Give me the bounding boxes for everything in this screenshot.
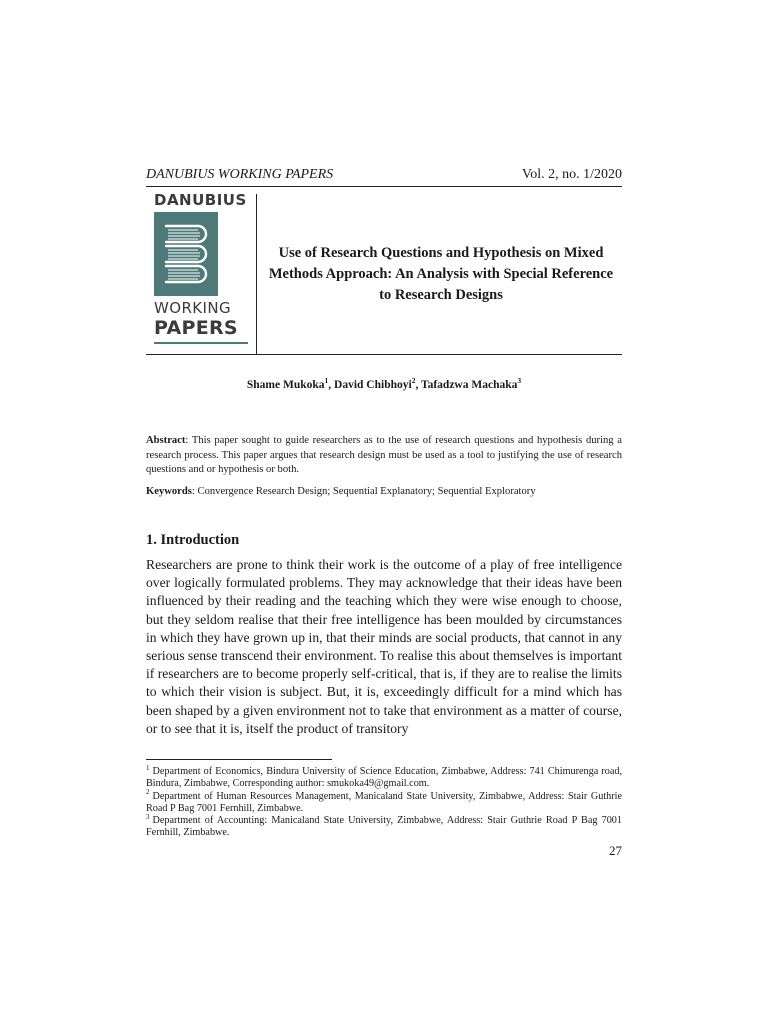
footnote-mark: 1 — [146, 763, 150, 772]
footnotes — [146, 763, 622, 840]
author-name: Tafadzwa Machaka — [420, 379, 518, 391]
author-list — [146, 378, 622, 392]
footnote-mark: 2 — [146, 788, 150, 797]
author-name: David Chibhoyi — [334, 379, 412, 391]
header-bottom-rule — [146, 354, 622, 355]
footnote-rule — [146, 759, 332, 760]
author-separator: , — [328, 379, 335, 391]
logo-underline — [154, 342, 248, 344]
body-paragraph: Researchers are prone to think their work is the outcome of a play of free intelligence over logically formulated problems. They may acknowledge that their ideas have been influenced by their reading and the teaching which they were wise enough to choose, but they seldom realise that their free intelligence has been moulded by circumstances in which they have grown up in, that their minds are social products, that cannot in any serious sense transcend their environment. To realise this about themselves is important if researchers are to become properly self-critical, that is, if they are to realise the limits to which their vision is subject. But, it is, exceedingly difficult for a mind which has been shaped by a given environment not to take that environment as a matter of course, or to see that it is, itself the product of transitory — [146, 557, 622, 736]
footnote-text: Department of Accounting: Manicaland State University, Zimbabwe, Address: Stair Guthrie Road P Bag 7001 Fernhill, Zimbabwe. — [146, 815, 622, 839]
journal-logo — [154, 192, 250, 344]
keywords-text: : Convergence Research Design; Sequential Explanatory; Sequential Exploratory — [191, 486, 536, 497]
running-head — [146, 166, 622, 183]
paper-title: Use of Research Questions and Hypothesis on Mixed Methods Approach: An Analysis with Special Reference to Research Designs — [268, 245, 614, 303]
logo-text-working: WORKING — [154, 299, 231, 317]
footnote — [146, 763, 622, 791]
logo-text-papers: PAPERS — [154, 317, 238, 339]
footnote-mark: 3 — [146, 812, 150, 821]
journal-name: DANUBIUS WORKING PAPERS — [146, 167, 334, 182]
header-rule — [146, 186, 622, 187]
footnote-text: Department of Economics, Bindura University of Science Education, Zimbabwe, Address: 741 Chimurenga road, Bindura, Zimbabwe, Corresponding author: smukoka49@gmail.com. — [146, 766, 622, 790]
volume-info: Vol. 2, no. 1/2020 — [521, 167, 622, 182]
author-name: Shame Mukoka — [246, 379, 325, 391]
footnote-text: Department of Human Resources Management, Manicaland State University, Zimbabwe, Address: Stair Guthrie Road P Bag 7001 Fernhill, Zimbabwe. — [146, 790, 622, 814]
logo-text-danubius: DANUBIUS — [154, 191, 247, 209]
abstract-text: : This paper sought to guide researchers as to the use of research questions and hypothesis during a research process. This paper argues that research design must be used as a tool to justifying the use of research questions and or hypothesis or both. — [146, 435, 622, 475]
author-affiliation-mark: 1 — [324, 376, 329, 386]
header-divider — [256, 194, 257, 354]
paper-page — [146, 0, 622, 1024]
footnote — [146, 788, 622, 816]
stacked-books-icon — [154, 212, 218, 296]
footnote — [146, 812, 622, 840]
abstract — [146, 434, 622, 478]
section-heading: 1. Introduction — [146, 532, 240, 548]
author-affiliation-mark: 2 — [411, 376, 416, 386]
author-separator: , — [415, 379, 421, 391]
keywords — [146, 485, 622, 499]
author-affiliation-mark: 3 — [517, 376, 522, 386]
page-number: 27 — [609, 843, 622, 858]
abstract-label: Abstract — [146, 435, 186, 446]
logo-box — [154, 212, 218, 296]
keywords-label: Keywords — [146, 486, 192, 497]
